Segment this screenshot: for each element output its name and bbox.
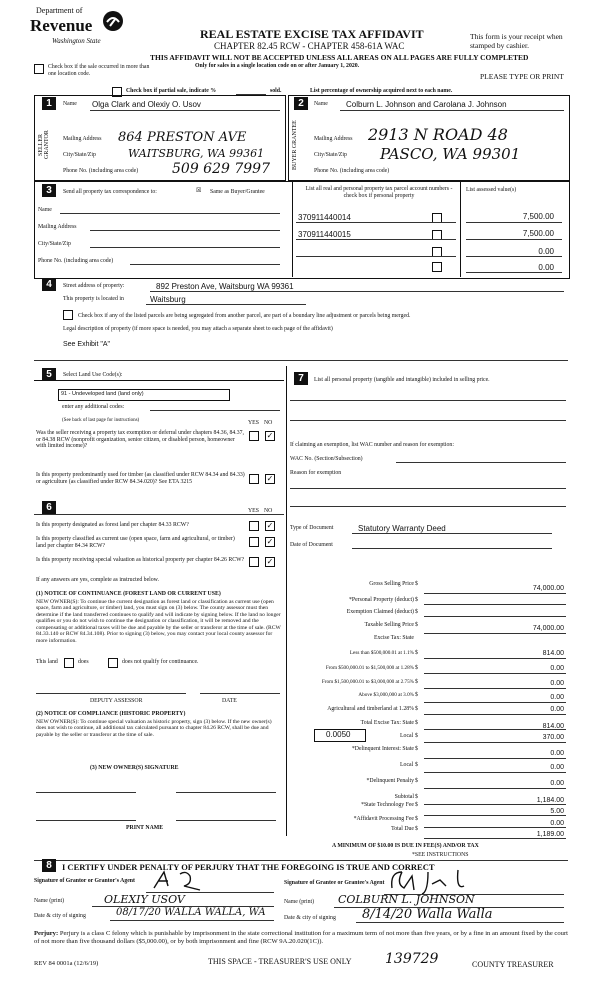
dept-label: Department of: [36, 6, 83, 15]
seller-name[interactable]: Olga Clark and Olexiy O. Usov: [92, 100, 201, 109]
grantor-date-city[interactable]: 08/17/20 WALLA WALLA, WA: [116, 907, 266, 918]
notice-continuance-text: NEW OWNER(S): To continue the current designation as forest land or classification as current use (open space, farm and agriculture, or timber) land, you must sign on (3) below. The county assessor must then determine if the land transferred continues to qualify and will indicate by signing below. If the land no longer qualifies or you do not wish to continue the designation or classification, it will be removed and the compensating or additional taxes will be due and payable by the seller or transferor at the time of sale. (RCW 84.33.140 or RCW 84.34.108). Prior to signing (3) below, you may contact your local county assessor for more information.: [36, 599, 281, 644]
grantor-name[interactable]: OLEXIY USOV: [104, 893, 185, 906]
revenue-logo-icon: [102, 10, 124, 32]
section-7-badge: 7: [294, 372, 308, 385]
total-due[interactable]: 1,189.00: [536, 831, 564, 838]
segregated-checkbox[interactable]: [63, 310, 73, 320]
seller-side-label: SELLER GRANTOR: [38, 130, 50, 160]
land-use-code: 91 - Undeveloped land (land only): [61, 391, 144, 397]
multiple-location-label: Check box if the sale occurred in more than one location code.: [48, 64, 150, 77]
seller-address[interactable]: 864 PRESTON AVE: [118, 130, 247, 145]
buyer-side-label: BUYER GRANTEE: [292, 120, 298, 170]
land-does-checkbox[interactable]: [64, 658, 74, 668]
partial-sale-label: Check box if partial sale, indicate %: [126, 88, 217, 94]
gross-price[interactable]: 74,000.00: [532, 585, 564, 592]
form-revision: REV 84 0001a (12/6/19): [34, 960, 99, 967]
buyer-address[interactable]: 2913 N ROAD 48: [368, 125, 508, 144]
q5-2-yes[interactable]: [249, 474, 259, 484]
q6-2-no[interactable]: ✓: [266, 537, 274, 546]
parcel-number[interactable]: 370911440015: [298, 230, 351, 239]
assessed-header: List assessed value(s): [466, 187, 517, 193]
assessed-value[interactable]: 0.00: [538, 263, 554, 272]
buyer-city[interactable]: PASCO, WA 99301: [380, 145, 521, 163]
percent-note: List percentage of ownership acquired next to each name.: [310, 88, 453, 94]
q6-3-yes[interactable]: [249, 557, 259, 567]
grantor-signature[interactable]: [150, 868, 220, 892]
warning: THIS AFFIDAVIT WILL NOT BE ACCEPTED UNLESS ALL AREAS ON ALL PAGES ARE FULLY COMPLETED: [150, 53, 529, 62]
receipt-note: This form is your receipt when stamped by cashier.: [470, 32, 563, 50]
buyer-name[interactable]: Colburn L. Johnson and Carolana J. Johnson: [346, 100, 507, 109]
legal-description[interactable]: See Exhibit "A": [63, 341, 110, 348]
document-type[interactable]: Statutory Warranty Deed: [358, 524, 446, 533]
sold-label: sold.: [270, 88, 282, 94]
grantee-signature[interactable]: [388, 866, 498, 896]
local-rate: 0.0050: [326, 730, 351, 739]
state-label: Washington State: [52, 37, 101, 45]
grantee-name[interactable]: COLBURN L. JOHNSON: [338, 893, 475, 906]
form-title: REAL ESTATE EXCISE TAX AFFIDAVIT: [200, 27, 424, 41]
land-does-not-checkbox[interactable]: [108, 658, 118, 668]
q5-1-yes[interactable]: [249, 431, 259, 441]
seller-city[interactable]: WAITSBURG, WA 99361: [128, 147, 265, 160]
property-street[interactable]: 892 Preston Ave, Waitsburg WA 99361: [156, 282, 294, 291]
q5-1-no[interactable]: ✓: [266, 431, 274, 440]
taxable-price[interactable]: 74,000.00: [532, 625, 564, 632]
section-3-badge: 3: [42, 184, 56, 197]
section-6-badge: 6: [42, 501, 56, 514]
section-5-badge: 5: [42, 368, 56, 381]
assessed-value[interactable]: 7,500.00: [522, 212, 554, 221]
section-1-badge: 1: [42, 97, 56, 110]
section-2-badge: 2: [294, 97, 308, 110]
section-4-badge: 4: [42, 278, 56, 291]
revenue-logo: Revenue: [30, 16, 93, 35]
assessed-value[interactable]: 0.00: [538, 247, 554, 256]
assessed-value[interactable]: 7,500.00: [522, 229, 554, 238]
county-treasurer: COUNTY TREASURER: [472, 960, 554, 969]
section-8-badge: 8: [42, 859, 56, 872]
only-for: Only for sales in a single location code on or after January 1, 2020.: [195, 63, 360, 69]
parcel-number[interactable]: 370911440014: [298, 213, 351, 222]
q5-2-no[interactable]: ✓: [266, 474, 274, 483]
grantee-date-city[interactable]: 8/14/20 Walla Walla: [362, 907, 493, 922]
notice-compliance-text: NEW OWNER(S): To continue special valuation as historic property, sign (3) below. If the new owner(s) does not wish to continue, all additional tax calculated pursuant to chapter 84.26 RCW, shall be due and payable by the seller or transferor at the time of sale.: [36, 719, 272, 738]
property-location[interactable]: Waitsburg: [150, 295, 186, 304]
treasurer-space: THIS SPACE - TREASURER'S USE ONLY: [208, 957, 352, 966]
certify-statement: I CERTIFY UNDER PENALTY OF PERJURY THAT THE FOREGOING IS TRUE AND CORRECT: [62, 862, 435, 872]
print-note: PLEASE TYPE OR PRINT: [480, 72, 564, 81]
q6-2-yes[interactable]: [249, 537, 259, 547]
multiple-location-checkbox[interactable]: [34, 64, 44, 74]
parcel-header: List all real and personal property tax parcel account numbers - check box if personal property: [305, 186, 453, 199]
same-as-buyer-checkbox[interactable]: ☒: [196, 188, 202, 194]
q6-3-no[interactable]: ✓: [266, 557, 274, 566]
perjury-notice: Perjury: Perjury is a class C felony which is punishable by imprisonment in the state correctional institution for a maximum term of not more than five years, or by a fine in an amount fixed by the court of not more than five thousand dollars ($5,000.00), or by both imprisonment and fine (RCW 9A.20.020(1C)).: [34, 930, 568, 946]
treasurer-stamp-number: 139729: [385, 951, 439, 967]
q6-1-no[interactable]: ✓: [266, 521, 274, 530]
q6-1-yes[interactable]: [249, 521, 259, 531]
chapter: CHAPTER 82.45 RCW - CHAPTER 458-61A WAC: [214, 41, 405, 51]
personal-property-checkbox[interactable]: [432, 262, 442, 272]
seller-phone[interactable]: 509 629 7997: [172, 161, 270, 177]
